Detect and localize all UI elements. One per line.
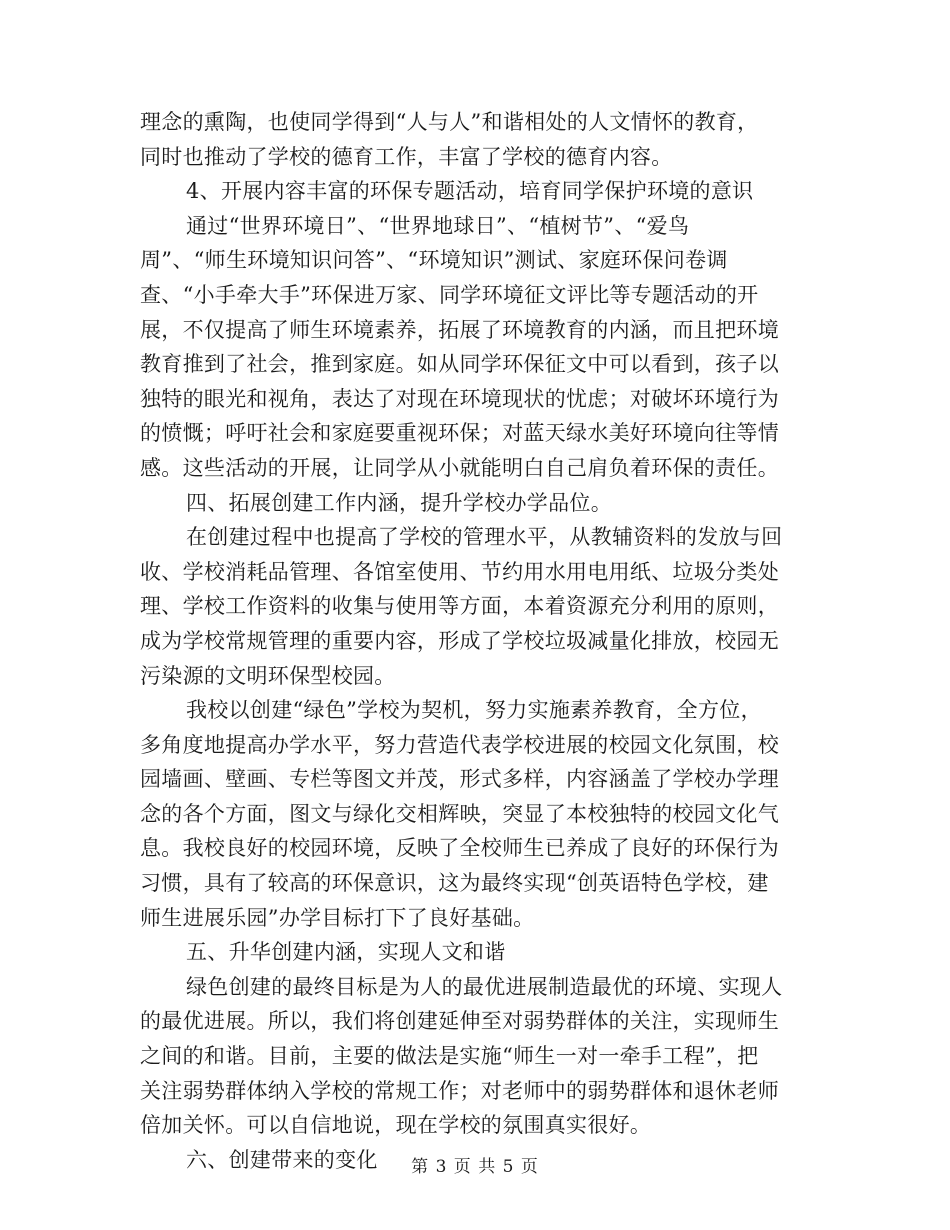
page-number-footer: 第 3 页 共 5 页 (411, 1157, 539, 1177)
text-line: 理念的熏陶，也使同学得到“人与人”和谐相处的人文情怀的教育， (140, 110, 759, 134)
text-line: 在创建过程中也提高了学校的管理水平，从教辅资料的发放与回 (186, 525, 783, 550)
text-line: 通过“世界环境日”、“世界地球日”、“植树节”、“爱鸟 (186, 213, 690, 238)
text-line: 查、“小手牵大手”环保进万家、同学环境征文评比等专题活动的开 (140, 282, 759, 307)
text-line: 之间的和谐。目前，主要的做法是实施“师生一对一牵手工程”，把 (140, 1044, 759, 1069)
text-line: 独特的眼光和视角，表达了对现在环境现状的忧虑；对破坏环境行为 (140, 386, 779, 411)
text-line: 五、升华创建内涵，实现人文和谐 (186, 940, 506, 965)
text-line: 关注弱势群体纳入学校的常规工作；对老师中的弱势群体和退休老师 (140, 1078, 779, 1103)
text-line: 念的各个方面，图文与绿化交相辉映，突显了本校独特的校园文化气 (140, 801, 779, 826)
text-line: 四、拓展创建工作内涵，提升学校办学品位。 (186, 490, 612, 515)
text-line: 的愤慨；呼吁社会和家庭要重视环保；对蓝天绿水美好环境向往等情 (140, 421, 779, 446)
text-line: 绿色创建的最终目标是为人的最优进展制造最优的环境、实现人 (186, 974, 783, 999)
text-line: 理、学校工作资料的收集与使用等方面，本着资源充分利用的原则， (140, 594, 779, 619)
text-line: 倍加关怀。可以自信地说，现在学校的氛围真实很好。 (140, 1113, 652, 1138)
document-body (140, 105, 815, 1177)
text-line: 收、学校消耗品管理、各馆室使用、节约用水用电用纸、垃圾分类处 (140, 559, 779, 584)
text-line: 师生进展乐园”办学目标打下了良好基础。 (140, 905, 535, 930)
text-line: 感。这些活动的开展，让同学从小就能明白自己肩负着环保的责任。 (140, 455, 779, 480)
text-line: 污染源的文明环保型校园。 (140, 663, 396, 688)
text-line: 教育推到了社会，推到家庭。如从同学环保征文中可以看到，孩子以 (140, 352, 779, 377)
text-line: 的最优进展。所以，我们将创建延伸至对弱势群体的关注，实现师生 (140, 1009, 779, 1034)
text-line: 习惯，具有了较高的环保意识，这为最终实现“创英语特色学校，建 (140, 871, 769, 896)
text-line: 多角度地提高办学水平，努力营造代表学校进展的校园文化氛围，校 (140, 732, 779, 757)
text-line: 成为学校常规管理的重要内容，形成了学校垃圾减量化排放，校园无 (140, 628, 779, 653)
text-line: 同时也推动了学校的德育工作，丰富了学校的德育内容。 (140, 144, 673, 169)
text-line: 4、开展内容丰富的环保专题活动，培育同学保护环境的意识 (186, 179, 754, 204)
text-line: 展，不仅提高了师生环境素养，拓展了环境教育的内涵，而且把环境 (140, 317, 779, 342)
text-line: 我校以创建“绿色”学校为契机，努力实施素养教育，全方位， (186, 698, 762, 723)
text-line: 周”、“师生环境知识问答”、“环境知识”测试、家庭环保问卷调 (140, 248, 728, 273)
text-line: 园墙画、壁画、专栏等图文并茂，形式多样，内容涵盖了学校办学理 (140, 767, 779, 792)
text-line: 六、创建带来的变化 (186, 1147, 378, 1172)
text-line: 息。我校良好的校园环境，反映了全校师生已养成了良好的环保行为 (140, 836, 779, 861)
